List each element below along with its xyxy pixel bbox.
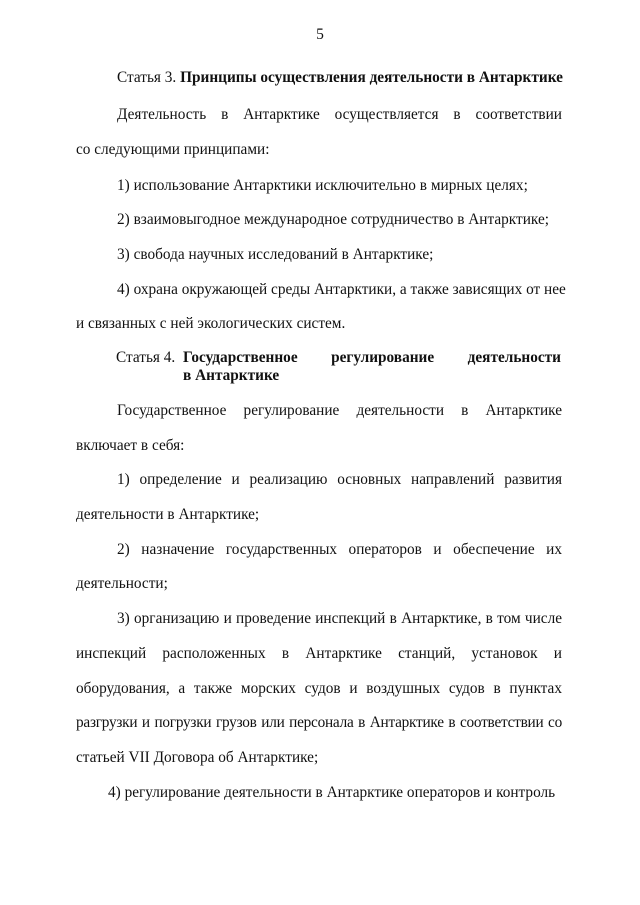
article-3-line-1: Деятельность в Антарктике осуществляется в соответствии: [117, 106, 562, 123]
article-4-item-3: 3) организацию и проведение инспекций в Антарктике, в том числе: [117, 610, 562, 627]
article-4-item-1: 1) определение и реализацию основных направлений развития: [117, 471, 562, 488]
article-4-item-2: 2) назначение государственных операторов и обеспечение их: [117, 541, 562, 558]
page-number: 5: [316, 26, 324, 43]
article-3-item-4: 4) охрана окружающей среды Антарктики, а также зависящих от нее: [117, 281, 566, 298]
article-4-item-3-cont-2: оборудования, а также морских судов и воздушных судов в пунктах: [76, 680, 562, 697]
article-3-item-3: 3) свобода научных исследований в Антарктике;: [117, 246, 434, 263]
article-3-item-1: 1) использование Антарктики исключительно в мирных целях;: [117, 177, 528, 194]
article-3-item-4-cont: и связанных с ней экологических систем.: [76, 315, 346, 332]
article-4-label: Статья 4.: [116, 349, 176, 366]
article-4-line-1: Государственное регулирование деятельности в Антарктике: [117, 402, 562, 419]
article-3-line-2: со следующими принципами:: [76, 141, 270, 158]
article-4-item-3-cont-3: разгрузки и погрузки грузов или персонала в Антарктике в соответствии со: [76, 714, 562, 731]
article-3-heading: [117, 68, 562, 88]
article-4-item-3-cont-1: инспекций расположенных в Антарктике станций, установок и: [76, 645, 562, 662]
article-4-item-4: 4) регулирование деятельности в Антарктике операторов и контроль: [108, 784, 556, 801]
article-3-label: Статья 3.: [117, 69, 177, 86]
article-4-title-line-2: в Антарктике: [183, 367, 280, 384]
article-3-title: Принципы осуществления деятельности в Антарктике: [180, 69, 563, 86]
article-4-title-line-1: Государственное регулирование деятельности: [183, 349, 561, 366]
article-4-item-3-cont-4: статьей VII Договора об Антарктике;: [76, 749, 319, 766]
article-4-item-1-cont: деятельности в Антарктике;: [76, 506, 260, 523]
article-4-item-2-cont: деятельности;: [76, 575, 168, 592]
article-4-line-2: включает в себя:: [76, 437, 185, 454]
article-3-item-2: 2) взаимовыгодное международное сотрудничество в Антарктике;: [117, 211, 549, 228]
